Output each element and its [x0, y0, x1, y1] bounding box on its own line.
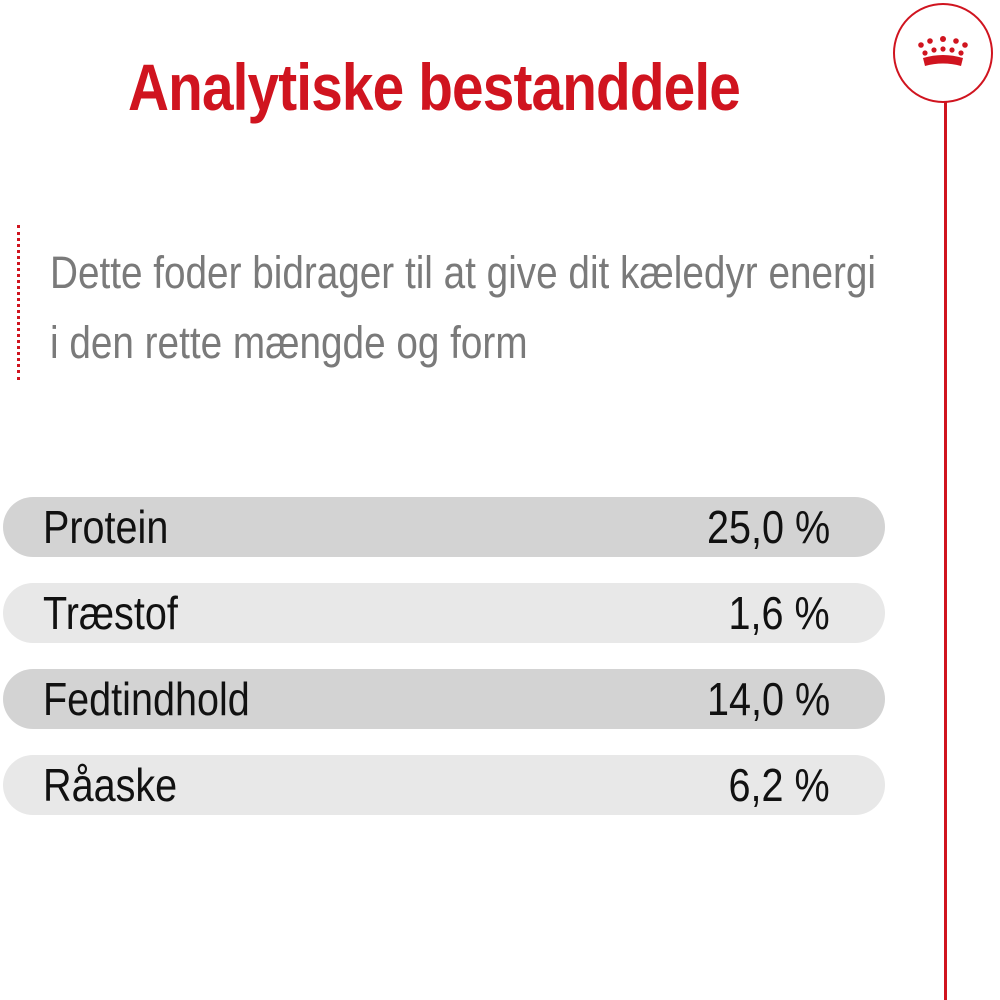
nutrient-value: 25,0 % [706, 501, 830, 553]
dotted-accent-line [17, 225, 20, 380]
nutrient-label: Træstof [43, 587, 178, 639]
nutrient-row-traestof [3, 583, 885, 643]
nutrient-value: 14,0 % [706, 673, 830, 725]
nutrient-table [3, 497, 885, 841]
description-line-2: i den rette mængde og form [50, 317, 528, 368]
nutrient-label: Protein [43, 501, 169, 553]
page-title: Analytiske bestanddele [128, 50, 740, 124]
crown-icon [913, 33, 973, 73]
nutrient-row-raaske [3, 755, 885, 815]
crown-badge [893, 3, 993, 103]
nutrient-row-fedtindhold [3, 669, 885, 729]
nutrient-value: 1,6 % [728, 587, 830, 639]
nutrient-label: Råaske [43, 759, 178, 811]
description [50, 238, 910, 378]
vertical-accent-line [944, 100, 947, 1000]
nutrient-label: Fedtindhold [43, 673, 250, 725]
description-line-1: Dette foder bidrager til at give dit kæledyr energi [50, 247, 877, 298]
nutrient-row-protein [3, 497, 885, 557]
nutrient-value: 6,2 % [728, 759, 830, 811]
